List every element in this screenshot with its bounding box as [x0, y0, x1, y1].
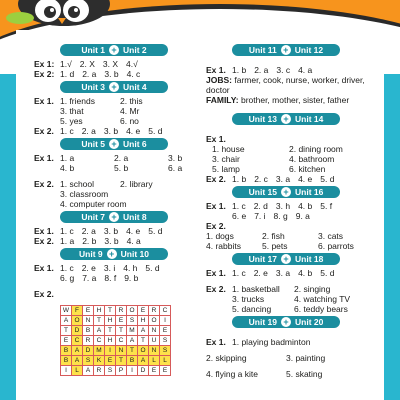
word-search-row: [61, 326, 171, 336]
answer-row: Ex 2. 1. school 2. library 3. classroom 4. computer room: [34, 179, 153, 209]
word-search-cell: U: [149, 336, 160, 346]
word-search-row: [61, 306, 171, 316]
word-search-cell: A: [127, 336, 138, 346]
word-search-cell: H: [138, 316, 149, 326]
word-search-cell: H: [94, 306, 105, 316]
word-search-cell: T: [127, 346, 138, 356]
answer-row: Ex 1.: [206, 134, 226, 144]
answer-row: Ex 1. 1. a 2. a 3. b 4. b 5. b 6. a: [34, 153, 183, 173]
word-search-cell: O: [138, 346, 149, 356]
word-search-cell: N: [149, 346, 160, 356]
left-column: [34, 42, 204, 376]
word-search-cell: I: [160, 316, 171, 326]
answer-grid: 2. skipping 3. painting 4. flying a kite 5. skating: [206, 353, 326, 379]
word-search-row: [61, 346, 171, 356]
unit-header-13-14: Unit 13 + Unit 14: [232, 113, 340, 125]
word-search-cell: B: [61, 356, 72, 366]
word-search-cell: A: [72, 356, 83, 366]
word-search-row: [61, 356, 171, 366]
word-search-cell: T: [61, 326, 72, 336]
unit-header-7-8: Unit 7 + Unit 8: [60, 211, 168, 223]
word-search-cell: T: [116, 326, 127, 336]
word-search-cell: I: [105, 346, 116, 356]
word-search-cell: T: [116, 356, 127, 366]
plus-icon: +: [281, 317, 291, 327]
right-column: [206, 42, 376, 379]
word-search-cell: S: [127, 316, 138, 326]
word-search-cell: C: [72, 336, 83, 346]
family-answer: FAMILY: brother, mother, sister, father: [206, 95, 350, 105]
word-search-cell: R: [94, 366, 105, 376]
jobs-answer: JOBS: farmer, cook, nurse, worker, driver, doctor: [206, 75, 365, 95]
word-search-cell: E: [83, 306, 94, 316]
word-search-cell: M: [94, 346, 105, 356]
word-search-cell: L: [149, 356, 160, 366]
word-search-cell: O: [127, 306, 138, 316]
word-search-cell: I: [61, 366, 72, 376]
word-search-cell: D: [138, 366, 149, 376]
unit-header-1-2: Unit 1 + Unit 2: [60, 44, 168, 56]
word-search-cell: A: [72, 346, 83, 356]
word-search-cell: N: [116, 346, 127, 356]
word-search-cell: B: [61, 346, 72, 356]
word-search-cell: R: [83, 336, 94, 346]
word-search-cell: O: [149, 316, 160, 326]
word-search-cell: E: [116, 316, 127, 326]
plus-icon: +: [109, 82, 119, 92]
plus-icon: +: [281, 254, 291, 264]
answer-row: Ex 2. 1. a 2. b 3. b 4. a: [34, 236, 141, 246]
word-search-cell: P: [116, 366, 127, 376]
answer-grid: 1. house 2. dining room 3. chair 4. bathroom 5. lamp 6. kitchen: [212, 144, 343, 174]
answer-row: Ex 1. 1. c 2. e 3. i 4. h 5. d 6. g 7. a 8. f 9. b: [34, 263, 160, 283]
unit-header-17-18: Unit 17 + Unit 18: [232, 253, 340, 265]
plus-icon: +: [109, 212, 119, 222]
word-search-cell: E: [160, 326, 171, 336]
word-search-row: [61, 366, 171, 376]
word-search-cell: A: [61, 316, 72, 326]
answer-row: Ex 2.: [206, 221, 226, 231]
word-search-cell: S: [160, 336, 171, 346]
word-search-cell: T: [94, 316, 105, 326]
plus-icon: +: [109, 139, 119, 149]
word-search-cell: E: [149, 366, 160, 376]
answer-row: Ex 2. 1. b 2. c 3. a 4. e 5. d: [206, 174, 335, 184]
owl-mascot-icon: [4, 0, 114, 26]
word-search-cell: E: [61, 336, 72, 346]
word-search-cell: H: [105, 336, 116, 346]
unit-header-5-6: Unit 5 + Unit 6: [60, 138, 168, 150]
word-search-cell: B: [83, 326, 94, 336]
word-search-grid: [60, 305, 171, 376]
word-search-cell: K: [94, 356, 105, 366]
word-search-cell: E: [138, 306, 149, 316]
word-search-cell: S: [83, 356, 94, 366]
answer-row: Ex 1. 1. c 2. a 3. b 4. e 5. d: [34, 226, 163, 236]
unit-header-11-12: Unit 11 + Unit 12: [232, 44, 340, 56]
word-search-cell: C: [94, 336, 105, 346]
unit-header-9-10: Unit 9 + Unit 10: [60, 248, 168, 260]
answer-row: Ex 1. 1. c 2. e 3. a 4. b 5. d: [206, 268, 335, 278]
word-search-cell: F: [72, 306, 83, 316]
word-search-cell: N: [83, 316, 94, 326]
word-search-cell: T: [105, 306, 116, 316]
word-search-cell: M: [127, 326, 138, 336]
plus-icon: +: [281, 187, 291, 197]
word-search-cell: T: [105, 326, 116, 336]
word-search-cell: D: [83, 346, 94, 356]
plus-icon: +: [109, 45, 119, 55]
answer-row: Ex 1. 1. playing badminton: [206, 337, 311, 347]
word-search-cell: B: [127, 356, 138, 366]
answer-row: Ex 2. 1. c 2. a 3. b 4. e 5. d: [34, 126, 163, 136]
word-search-cell: N: [149, 326, 160, 336]
word-search-cell: L: [72, 366, 83, 376]
word-search-cell: C: [160, 306, 171, 316]
word-search-cell: A: [138, 356, 149, 366]
word-search-cell: A: [94, 326, 105, 336]
word-search-cell: T: [138, 336, 149, 346]
word-search-cell: C: [116, 336, 127, 346]
word-search-cell: E: [105, 356, 116, 366]
word-search-cell: W: [61, 306, 72, 316]
word-search-cell: E: [160, 366, 171, 376]
answer-row: Ex 1: 1.√ 2. X 3. X 4.√: [34, 59, 138, 69]
answer-grid: 1. dogs 2. fish 3. cats 4. rabbits 5. pets 6. parrots: [206, 231, 354, 251]
answer-row: Ex 2.: [34, 289, 54, 299]
answer-row: Ex 1. 1. friends 2. this 3. that 4. Mr 5. yes 6. no: [34, 96, 143, 126]
answer-row: Ex 2. 1. basketball 2. singing 3. trucks 4. watching TV 5. dancing 6. teddy bears: [206, 284, 351, 314]
word-search-cell: A: [83, 366, 94, 376]
unit-header-15-16: Unit 15 + Unit 16: [232, 186, 340, 198]
word-search-cell: S: [160, 346, 171, 356]
unit-header-3-4: Unit 3 + Unit 4: [60, 81, 168, 93]
word-search-cell: H: [105, 316, 116, 326]
answer-row: Ex 1. 1. c 2. d 3. h 4. b 5. f 6. e 7. i 8. g 9. a: [206, 201, 333, 221]
plus-icon: +: [107, 249, 117, 259]
word-search-cell: I: [127, 366, 138, 376]
word-search-cell: S: [105, 366, 116, 376]
word-search-row: [61, 336, 171, 346]
answer-row: Ex 1. 1. b 2. a 3. c 4. a: [206, 65, 313, 75]
plus-icon: +: [281, 114, 291, 124]
word-search-cell: O: [72, 316, 83, 326]
word-search-cell: A: [138, 326, 149, 336]
word-search-cell: L: [160, 356, 171, 366]
plus-icon: +: [281, 45, 291, 55]
word-search-cell: D: [72, 326, 83, 336]
unit-header-19-20: Unit 19 + Unit 20: [232, 316, 340, 328]
word-search-cell: R: [149, 306, 160, 316]
word-search-cell: R: [116, 306, 127, 316]
answer-row: Ex 2: 1. d 2. a 3. b 4. c: [34, 69, 141, 79]
word-search-row: [61, 316, 171, 326]
